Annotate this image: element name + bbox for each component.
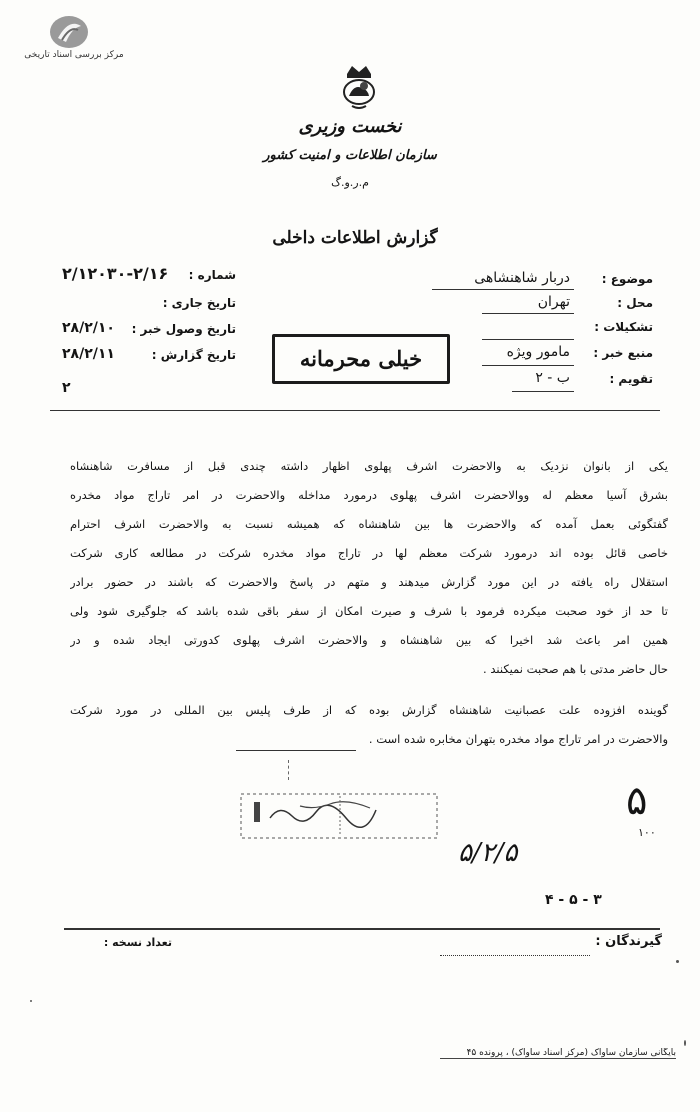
field-label: تاریخ وصول خبر : xyxy=(131,322,236,336)
header-divider xyxy=(50,410,660,411)
field-label: موضوع : xyxy=(601,272,653,286)
body-line: حال حاضر مدتی با هم صحبت نمیکنند . xyxy=(483,662,668,676)
body-line: خاصی قائل بوده اند درمورد شرکت معظم لها در تاراج مواد مخدره شرکت در مطالعه کاری شرکت xyxy=(70,546,668,560)
stamp-connector xyxy=(288,760,289,780)
field-value: ۲/۱۲۰۳۰-۲/۱۶ xyxy=(62,264,169,283)
scan-speck xyxy=(684,1040,686,1046)
handwritten-scrawl: ۵/۲/۵ xyxy=(458,838,518,868)
handwritten-date: ۴ - ۵ - ۳ xyxy=(545,892,602,908)
field-label: منبع خبر : xyxy=(593,346,653,360)
field-underline xyxy=(512,391,574,392)
archive-logo xyxy=(18,12,128,72)
scan-speck xyxy=(676,960,679,963)
scan-speck xyxy=(30,1000,32,1002)
body-line: استقلال راه یافته در این مورد گزارش میدهند و متهم در پاسخ والاحضرت که باشند در حضور برادر xyxy=(70,575,668,589)
body-line: یکی از بانوان نزدیک به والاحضرت اشرف پهلوی اظهار داشته چندی قبل از مسافرت شاهنشاه xyxy=(70,459,668,473)
body-line: بشرق آسیا معظم له ووالاحضرت اشرف پهلوی درمورد مداخله والاحضرت در امر تاراج مواد مخدره xyxy=(70,488,668,502)
copies-label: تعداد نسخه : xyxy=(103,936,172,949)
archive-caption: مرکز بررسی اسناد تاریخی xyxy=(24,50,124,60)
body-line: همین امر باعث شد اخیرا که بین شاهنشاه و والاحضرت اشرف پهلوی کدورتی ایجاد شده و در xyxy=(70,633,668,647)
field-value: ب - ۲ xyxy=(535,370,570,386)
field-underline xyxy=(432,289,574,290)
field-value: تهران xyxy=(537,294,570,310)
field-label: تاریخ گزارش : xyxy=(151,348,236,362)
recipients-line xyxy=(440,955,590,956)
field-value: دربار شاهنشاهی xyxy=(474,270,570,286)
field-label: تقویم : xyxy=(609,372,653,386)
page-mark: ۲ xyxy=(62,380,71,396)
signature-stamp-icon xyxy=(240,788,440,842)
body-line: والاحضرت در امر تاراج مواد مخدره بتهران مخابره شده است . xyxy=(368,732,668,746)
lion-and-sun-crown-emblem-icon xyxy=(338,62,380,112)
field-underline xyxy=(482,313,574,314)
classification-stamp xyxy=(272,334,450,384)
field-label: تاریخ جاری : xyxy=(162,296,236,310)
recipients-divider xyxy=(64,928,660,930)
field-label: شماره : xyxy=(188,268,236,282)
end-of-text-line xyxy=(236,750,356,751)
footer-note: بایگانی سازمان ساواک (مرکز اسناد ساواک) ، پرونده ۴۵ xyxy=(440,1048,676,1059)
stamp-text: خیلی محرمانه xyxy=(299,346,423,371)
recipients-label: گیرندگان : xyxy=(595,934,662,949)
report-title: گزارش اطلاعات داخلی xyxy=(272,228,438,248)
header-organization: سازمان اطلاعات و امنیت کشور xyxy=(263,148,437,163)
field-label: محل : xyxy=(617,296,653,310)
header-ministry: نخست وزیری xyxy=(298,116,402,137)
field-value: مامور ویژه xyxy=(506,344,570,360)
field-value: ۲۸/۲/۱۱ xyxy=(62,346,115,362)
field-underline xyxy=(482,365,574,366)
body-line: گوینده افزوده علت عصبانیت شاهنشاه گزارش بوده که از طرف پلیس بین المللی در مورد شرکت xyxy=(70,703,668,717)
archive-logo-icon xyxy=(48,14,90,50)
field-label: تشکیلات : xyxy=(594,320,653,334)
handwritten-mark-small: ۱۰۰ xyxy=(638,826,656,839)
handwritten-mark-large: ۵ xyxy=(626,778,648,824)
field-value: ۲۸/۲/۱۰ xyxy=(62,320,115,336)
body-line: تا حد از خود صحبت میکرده فرمود با شرف و صیرت امکان از سفر باقی شده باشد که جلوگیری شود ولی xyxy=(70,604,668,618)
field-underline xyxy=(482,339,574,340)
body-line: گفتگوئی بعمل آمده که والاحضرت ها بین شاهنشاه که همیشه نسبت به والاحضرت اشرف احترام xyxy=(70,517,668,531)
header-code: م.ر.و.گ xyxy=(331,176,369,189)
